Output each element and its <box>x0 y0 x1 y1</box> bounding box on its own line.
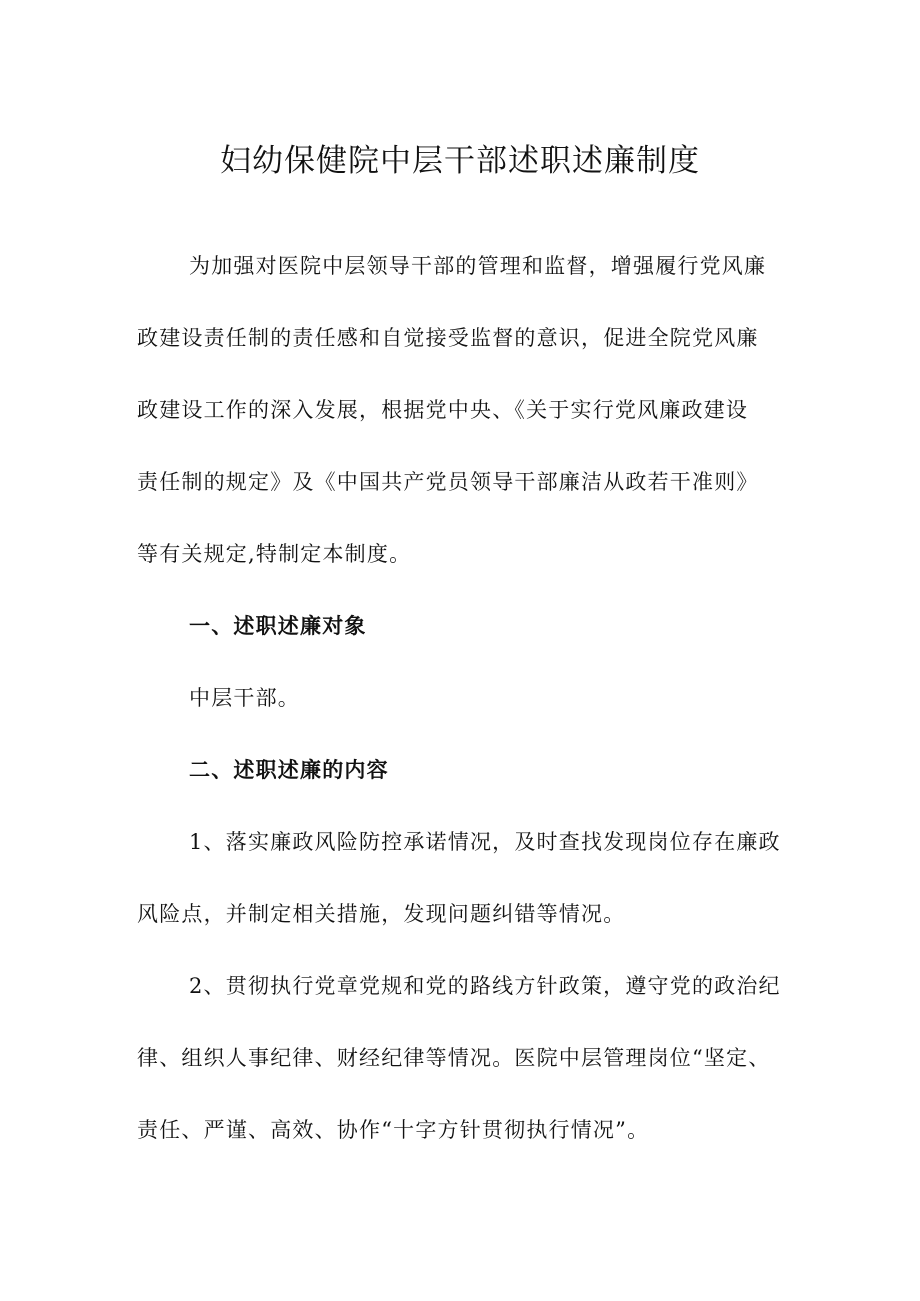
section1-content: 中层干部。 <box>189 686 300 710</box>
intro-line: 为加强对医院中层领导干部的管理和监督，增强履行党风廉 <box>189 254 767 278</box>
intro-line: 责任制的规定》及《中国共产党员领导干部廉洁从政若干准则》 <box>137 470 759 494</box>
section2-heading: 二、述职述廉的内容 <box>189 758 389 782</box>
section2-item1-line: 风险点，并制定相关措施，发现问题纠错等情况。 <box>137 902 626 926</box>
section2-item2-line: 律、组织人事纪律、财经纪律等情况。医院中层管理岗位“坚定、 <box>137 1046 771 1070</box>
section1-heading: 一、述职述廉对象 <box>189 614 367 638</box>
intro-line: 政建设工作的深入发展，根据党中央、《关于实行党风廉政建设 <box>137 398 749 422</box>
intro-line: 政建设责任制的责任感和自觉接受监督的意识，促进全院党风廉 <box>137 326 759 350</box>
section2-item2-line: 2、贯彻执行党章党规和党的路线方针政策，遵守党的政治纪 <box>189 974 781 998</box>
section2-item1-line: 1、落实廉政风险防控承诺情况，及时查找发现岗位存在廉政 <box>189 830 781 854</box>
intro-line: 等有关规定,特制定本制度。 <box>137 542 412 566</box>
section2-item2-line: 责任、严谨、高效、协作“十字方针贯彻执行情况”。 <box>137 1118 650 1142</box>
document-body <box>137 230 813 1166</box>
document-title: 妇幼保健院中层干部述职述廉制度 <box>220 143 700 179</box>
